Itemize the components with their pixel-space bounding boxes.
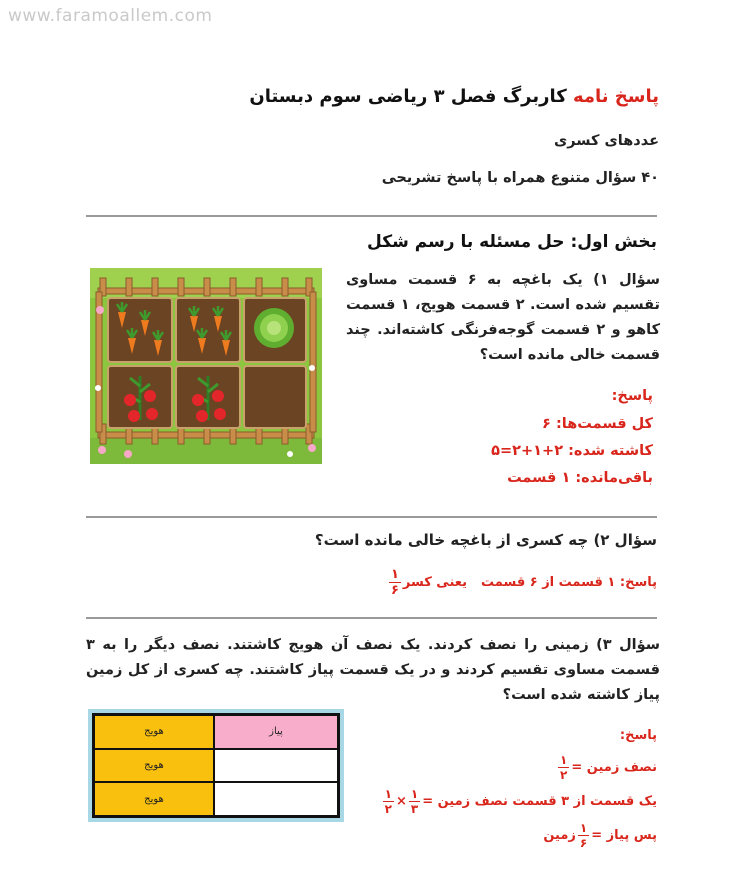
question-1-text: سؤال ۱) یک باغچه به ۶ قسمت مساوی تقسیم شده است. ۲ قسمت هویج، ۱ قسمت کاهو و ۲ قسمت گوجه‌فرنگی کاشته‌اند. چند قسمت خالی مانده است؟ — [346, 272, 661, 363]
q2-answer — [387, 568, 657, 597]
q3-onion-label: پس پیاز = — [591, 828, 657, 843]
section-heading: بخش اول: حل مسئله با رسم شکل — [367, 232, 657, 252]
q1-answer-planted: کاشته شده: ۲+۱+۲=۵ — [491, 443, 653, 459]
fraction-numerator: ۱ — [579, 821, 588, 835]
q2-answer-text: پاسخ: ۱ قسمت از ۶ قسمت — [480, 575, 657, 590]
fraction-denominator: ۲ — [384, 802, 392, 816]
divider — [86, 215, 657, 217]
question-3-text: سؤال ۳) زمینی را نصف کردند. یک نصف آن هویج کاشتند. نصف دیگر را به ۳ قسمت مساوی تقسیم کردند و در یک قسمت پیاز کاشتند. چه کسری از کل زمین پیاز کاشته شده است؟ — [86, 637, 661, 703]
q1-answer-label: پاسخ: — [611, 388, 653, 404]
fraction-denominator: ۳ — [410, 802, 419, 816]
garden-illustration — [90, 268, 322, 464]
q3-onion-tail: زمین — [543, 828, 576, 843]
table-cell-onion: پیاز — [214, 715, 338, 749]
q3-part-fraction-b — [383, 788, 394, 815]
fraction-numerator: ۱ — [410, 787, 419, 801]
table-cell-empty — [214, 749, 338, 783]
table-cell-empty — [214, 782, 338, 816]
land-division-table — [88, 709, 344, 822]
title-highlight: پاسخ نامه — [572, 86, 659, 107]
question-2-text: سؤال ۲) چه کسری از باغچه خالی مانده است؟ — [314, 531, 657, 549]
q3-half-fraction — [558, 754, 569, 781]
q3-onion-line — [543, 822, 657, 849]
q3-part-line — [381, 788, 657, 815]
divider — [86, 516, 657, 518]
table-cell-carrot: هویج — [94, 782, 214, 816]
q1-answer-remaining: باقی‌مانده: ۱ قسمت — [507, 470, 653, 486]
fraction-denominator: ۶ — [390, 583, 399, 598]
q2-answer-tail: یعنی کسر — [402, 575, 467, 590]
table-cell-carrot: هویج — [94, 715, 214, 749]
watermark: www.faramoallem.com — [8, 6, 213, 26]
fraction-numerator: ۱ — [560, 753, 568, 767]
fraction-denominator: ۶ — [579, 836, 588, 850]
q3-answer-label: پاسخ: — [619, 728, 657, 743]
topic-label: عددهای کسری — [553, 133, 659, 149]
land-grid — [92, 713, 340, 818]
divider — [86, 617, 657, 619]
title-text: کاربرگ فصل ۳ ریاضی سوم دبستان — [249, 86, 573, 107]
q3-half-label: نصف زمین = — [571, 760, 657, 775]
q3-part-label: یک قسمت از ۳ قسمت نصف زمین = — [422, 794, 657, 809]
q1-answer-total: کل قسمت‌ها: ۶ — [542, 416, 653, 432]
table-cell-carrot: هویج — [94, 749, 214, 783]
fraction-numerator: ۱ — [390, 567, 399, 582]
times-sign: × — [395, 794, 407, 809]
q3-onion-fraction — [578, 822, 589, 849]
page-title — [249, 86, 659, 107]
q2-answer-fraction-group — [387, 568, 467, 597]
q2-fraction — [389, 568, 401, 597]
q3-half-line — [556, 754, 657, 781]
fraction-numerator: ۱ — [384, 787, 392, 801]
q3-part-fraction-a — [409, 788, 420, 815]
subtitle: ۴۰ سؤال متنوع همراه با پاسخ تشریحی — [381, 170, 659, 186]
fraction-denominator: ۲ — [560, 768, 568, 782]
